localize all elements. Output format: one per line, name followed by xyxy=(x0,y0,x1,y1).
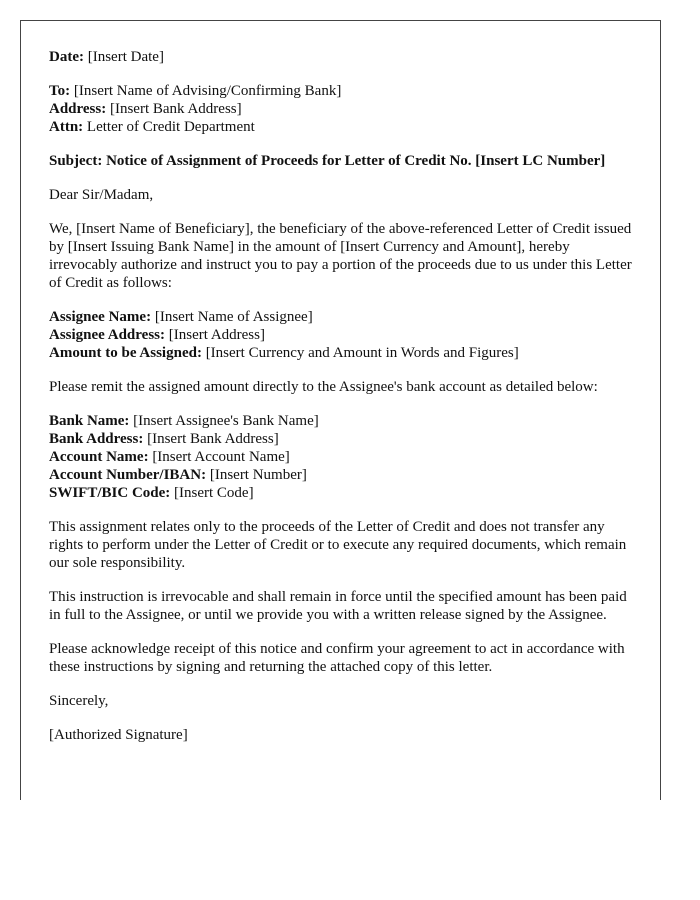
signature-placeholder: [Authorized Signature] xyxy=(49,727,188,743)
assignee-name-value: [Insert Name of Assignee] xyxy=(154,309,313,325)
acknowledge-paragraph: Please acknowledge receipt of this notice and confirm your agreement to act in accordance with these instructions by signing and returning the attached copy of this letter. xyxy=(49,641,625,675)
assignee-address-value: [Insert Address] xyxy=(168,327,265,343)
account-name-line xyxy=(49,448,639,466)
subject-line: Subject: Notice of Assignment of Proceeds for Letter of Credit No. [Insert LC Number] xyxy=(49,153,606,169)
bank-name-line xyxy=(49,412,639,430)
attn-label: Attn: xyxy=(49,119,84,135)
swift-code-value: [Insert Code] xyxy=(174,485,254,501)
assigned-amount-line xyxy=(49,344,639,362)
swift-code-label: SWIFT/BIC Code: xyxy=(49,485,171,501)
bank-address-value: [Insert Bank Address] xyxy=(147,431,279,447)
irrevocable-paragraph: This instruction is irrevocable and shall remain in force until the specified amount has been paid in full to the Assignee, or until we provide you with a written release signed by the Assignee. xyxy=(49,589,627,623)
account-number-label: Account Number/IBAN: xyxy=(49,467,207,483)
remit-paragraph: Please remit the assigned amount directly to the Assignee's bank account as detailed below: xyxy=(49,379,598,395)
letter-body xyxy=(49,48,639,760)
assignee-address-line xyxy=(49,326,639,344)
account-name-label: Account Name: xyxy=(49,449,149,465)
attn-line xyxy=(49,118,639,136)
bank-name-label: Bank Name: xyxy=(49,413,130,429)
bank-address-line xyxy=(49,430,639,448)
date-value: [Insert Date] xyxy=(87,49,164,65)
date-line xyxy=(49,48,639,66)
date-label: Date: xyxy=(49,49,84,65)
swift-code-line xyxy=(49,484,639,502)
address-value: [Insert Bank Address] xyxy=(109,101,242,117)
account-number-line xyxy=(49,466,639,484)
assignee-name-label: Assignee Name: xyxy=(49,309,152,325)
assignee-name-line xyxy=(49,308,639,326)
to-value: [Insert Name of Advising/Confirming Bank] xyxy=(73,83,342,99)
assigned-amount-value: [Insert Currency and Amount in Words and Figures] xyxy=(205,345,519,361)
scope-paragraph: This assignment relates only to the proceeds of the Letter of Credit and does not transfer any rights to perform under the Letter of Credit or to execute any required documents, which remain our sole responsibility. xyxy=(49,519,627,571)
attn-value: Letter of Credit Department xyxy=(86,119,255,135)
bank-details-block xyxy=(49,412,639,502)
account-number-value: [Insert Number] xyxy=(209,467,307,483)
account-name-value: [Insert Account Name] xyxy=(152,449,290,465)
assignee-address-label: Assignee Address: xyxy=(49,327,165,343)
bank-name-value: [Insert Assignee's Bank Name] xyxy=(133,413,319,429)
assigned-amount-label: Amount to be Assigned: xyxy=(49,345,202,361)
salutation: Dear Sir/Madam, xyxy=(49,187,154,203)
assignee-block xyxy=(49,308,639,362)
closing: Sincerely, xyxy=(49,693,109,709)
to-line xyxy=(49,82,639,100)
letter-page xyxy=(20,20,661,800)
intro-paragraph: We, [Insert Name of Beneficiary], the beneficiary of the above-referenced Letter of Credit issued by [Insert Issuing Bank Name] in the amount of [Insert Currency and Amount], hereby irrevocably authorize and instruct you to pay a portion of the proceeds due to us under this Letter of Credit as follows: xyxy=(49,221,632,291)
address-label: Address: xyxy=(49,101,107,117)
recipient-block xyxy=(49,82,639,136)
to-label: To: xyxy=(49,83,71,99)
bank-address-label: Bank Address: xyxy=(49,431,144,447)
address-line xyxy=(49,100,639,118)
